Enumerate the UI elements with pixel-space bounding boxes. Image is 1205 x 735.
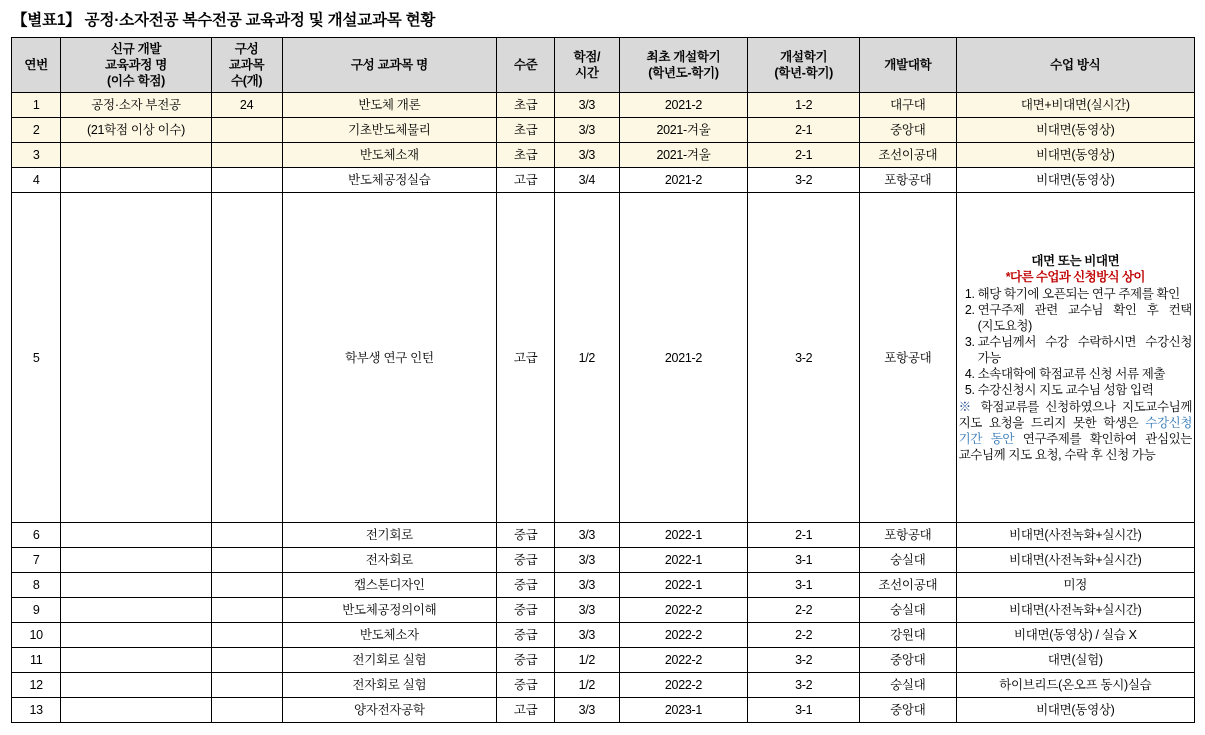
column-header-no [12,38,61,93]
note-text-part1: 학점교류를 신청하였으나 지도교수님께 지도 요청을 드리지 못한 학생은 [958,399,1192,430]
cell-subject-name: 반도체소재 [282,143,497,168]
cell-dev-university: 숭실대 [860,673,957,698]
cell-new-curriculum [61,548,211,573]
cell-first-open-term: 2021-2 [619,193,748,523]
cell-new-curriculum: 공정·소자 부전공 [61,93,211,118]
mode-step-list [959,286,1192,398]
cell-class-mode: 비대면(동영상) [956,168,1194,193]
cell-class-mode: 하이브리드(온오프 동시)실습 [956,673,1194,698]
cell-class-mode: 비대면(동영상) [956,143,1194,168]
cell-class-mode: 비대면(동영상) [956,118,1194,143]
column-header-level [497,38,555,93]
cell-no: 10 [12,623,61,648]
table-row [12,168,1195,193]
cell-first-open-term: 2022-1 [619,523,748,548]
cell-class-mode: 비대면(사전녹화+실시간) [956,523,1194,548]
cell-credit-hours: 1/2 [555,673,619,698]
cell-course-count [211,548,282,573]
column-header-dev-university [860,38,957,93]
cell-level: 고급 [497,698,555,723]
cell-no: 8 [12,573,61,598]
cell-first-open-term: 2022-1 [619,573,748,598]
cell-course-count [211,648,282,673]
cell-no: 3 [12,143,61,168]
cell-credit-hours: 3/3 [555,598,619,623]
cell-dev-university: 포항공대 [860,523,957,548]
cell-course-count [211,623,282,648]
cell-no: 5 [12,193,61,523]
cell-level: 초급 [497,143,555,168]
cell-first-open-term: 2022-2 [619,673,748,698]
cell-credit-hours: 3/3 [555,93,619,118]
column-header-open-term [748,38,860,93]
cell-level: 중급 [497,623,555,648]
column-header-class-mode-line1: 수업 방식 [1050,58,1101,72]
table-row [12,648,1195,673]
cell-dev-university: 숭실대 [860,548,957,573]
cell-subject-name: 반도체공정의이해 [282,598,497,623]
cell-first-open-term: 2022-2 [619,598,748,623]
cell-level: 중급 [497,648,555,673]
list-item: 1. 해당 학기에 오픈되는 연구 주제를 확인 [978,286,1192,302]
cell-level: 중급 [497,673,555,698]
table-header [12,38,1195,93]
cell-level: 중급 [497,548,555,573]
cell-open-term: 3-1 [748,698,860,723]
table-row [12,93,1195,118]
cell-no: 11 [12,648,61,673]
table-row [12,548,1195,573]
column-header-level-line1: 수준 [513,58,538,72]
cell-dev-university: 조선이공대 [860,143,957,168]
cell-course-count [211,143,282,168]
cell-class-mode: 비대면(사전녹화+실시간) [956,598,1194,623]
cell-open-term: 2-2 [748,598,860,623]
cell-first-open-term: 2023-1 [619,698,748,723]
cell-first-open-term: 2021-2 [619,168,748,193]
cell-credit-hours: 3/3 [555,548,619,573]
table-row [12,193,1195,523]
table-row [12,573,1195,598]
cell-course-count [211,168,282,193]
table-row [12,698,1195,723]
cell-class-mode: 비대면(사전녹화+실시간) [956,548,1194,573]
cell-credit-hours: 1/2 [555,193,619,523]
table-row [12,143,1195,168]
column-header-course-count-line1: 구성 [234,42,259,56]
cell-no: 1 [12,93,61,118]
cell-no: 7 [12,548,61,573]
cell-course-count [211,523,282,548]
cell-open-term: 3-2 [748,673,860,698]
cell-subject-name: 반도체 개론 [282,93,497,118]
list-item: 3. 교수님께서 수강 수락하시면 수강신청 가능 [978,334,1192,366]
cell-no: 4 [12,168,61,193]
note-text-part2: 연구주제를 확인하여 관심있는 교수님께 지도 요청, 수락 후 신청 가능 [958,431,1192,462]
cell-subject-name: 캡스톤디자인 [282,573,497,598]
cell-open-term: 2-1 [748,143,860,168]
list-item: 5. 수강신청시 지도 교수님 성함 입력 [978,382,1192,398]
cell-course-count [211,573,282,598]
cell-no: 6 [12,523,61,548]
column-header-new-curriculum-line1: 신규 개발 [110,42,162,56]
cell-first-open-term: 2021-겨울 [619,118,748,143]
cell-course-count [211,673,282,698]
cell-subject-name: 전자회로 [282,548,497,573]
cell-subject-name: 전자회로 실험 [282,673,497,698]
cell-course-count [211,698,282,723]
cell-subject-name: 학부생 연구 인턴 [282,193,497,523]
cell-dev-university: 중앙대 [860,648,957,673]
column-header-credit-hours-line1: 학점/ [573,50,601,64]
cell-open-term: 1-2 [748,93,860,118]
column-header-course-count-line3: 수(개) [230,74,263,88]
mode-warning: *다른 수업과 신청방식 상이 [1005,269,1145,284]
column-header-no-line1: 연번 [24,58,48,72]
cell-subject-name: 전기회로 [282,523,497,548]
cell-credit-hours: 3/4 [555,168,619,193]
cell-new-curriculum [61,573,211,598]
cell-course-count [211,598,282,623]
cell-new-curriculum [61,623,211,648]
cell-new-curriculum [61,648,211,673]
note-highlight-text: 수강신청 기간 동안 [958,415,1192,446]
cell-level: 중급 [497,598,555,623]
cell-credit-hours: 3/3 [555,573,619,598]
column-header-open-term-line1: 개설학기 [780,50,828,64]
cell-new-curriculum [61,698,211,723]
cell-level: 중급 [497,573,555,598]
mode-note [959,399,1192,463]
note-star-symbol: ※ [958,399,975,414]
cell-new-curriculum [61,193,211,523]
cell-class-mode: 비대면(동영상) [956,698,1194,723]
cell-first-open-term: 2022-2 [619,623,748,648]
cell-new-curriculum: (21학점 이상 이수) [61,118,211,143]
cell-dev-university: 포항공대 [860,168,957,193]
cell-new-curriculum [61,523,211,548]
curriculum-table [11,37,1195,723]
cell-open-term: 3-1 [748,548,860,573]
cell-open-term: 3-2 [748,648,860,673]
table-row [12,673,1195,698]
cell-course-count [211,193,282,523]
cell-no: 13 [12,698,61,723]
cell-class-mode: 미정 [956,573,1194,598]
cell-no: 9 [12,598,61,623]
column-header-subject-name-line1: 구성 교과목 명 [350,58,428,72]
cell-dev-university: 조선이공대 [860,573,957,598]
table-row [12,523,1195,548]
table-header-row [12,38,1195,93]
cell-dev-university: 대구대 [860,93,957,118]
column-header-new-curriculum-line2: 교육과정 명 [104,58,168,72]
column-header-first-open-term [619,38,748,93]
cell-level: 중급 [497,523,555,548]
cell-credit-hours: 3/3 [555,523,619,548]
cell-first-open-term: 2021-겨울 [619,143,748,168]
cell-credit-hours: 1/2 [555,648,619,673]
cell-class-mode: 비대면(동영상) / 실습 X [956,623,1194,648]
column-header-dev-university-line1: 개발대학 [884,58,932,72]
cell-subject-name: 전기회로 실험 [282,648,497,673]
cell-credit-hours: 3/3 [555,143,619,168]
cell-class-mode-detail [956,193,1194,523]
cell-open-term: 3-2 [748,168,860,193]
list-item: 2. 연구주제 관련 교수님 확인 후 컨택(지도요청) [978,302,1192,334]
cell-no: 12 [12,673,61,698]
cell-first-open-term: 2022-2 [619,648,748,673]
column-header-first-open-term-line1: 최초 개설학기 [646,50,721,64]
cell-new-curriculum [61,598,211,623]
cell-new-curriculum [61,168,211,193]
cell-open-term: 2-1 [748,118,860,143]
cell-subject-name: 반도체소자 [282,623,497,648]
cell-dev-university: 숭실대 [860,598,957,623]
table-row [12,598,1195,623]
cell-new-curriculum [61,143,211,168]
column-header-course-count [211,38,282,93]
cell-course-count: 24 [211,93,282,118]
cell-new-curriculum [61,673,211,698]
cell-class-mode: 대면+비대면(실시간) [956,93,1194,118]
cell-credit-hours: 3/3 [555,698,619,723]
cell-dev-university: 중앙대 [860,698,957,723]
table-row [12,118,1195,143]
column-header-subject-name [282,38,497,93]
cell-first-open-term: 2021-2 [619,93,748,118]
column-header-new-curriculum-line3: (이수 학점) [107,74,166,88]
list-item: 4. 소속대학에 학점교류 신청 서류 제출 [978,366,1192,382]
cell-subject-name: 양자전자공학 [282,698,497,723]
cell-dev-university: 포항공대 [860,193,957,523]
cell-course-count [211,118,282,143]
column-header-credit-hours-line2: 시간 [575,66,599,80]
cell-level: 초급 [497,118,555,143]
cell-open-term: 3-2 [748,193,860,523]
column-header-course-count-line2: 교과목 [228,58,265,72]
page-title: 【별표1】 공정·소자전공 복수전공 교육과정 및 개설교과목 현황 [12,12,436,29]
cell-level: 고급 [497,168,555,193]
cell-open-term: 2-1 [748,523,860,548]
column-header-first-open-term-line2: (학년도-학기) [648,66,719,80]
cell-level: 고급 [497,193,555,523]
cell-credit-hours: 3/3 [555,623,619,648]
cell-dev-university: 강원대 [860,623,957,648]
cell-subject-name: 기초반도체물리 [282,118,497,143]
column-header-open-term-line2: (학년-학기) [774,66,834,80]
cell-class-mode: 대면(실험) [956,648,1194,673]
table-row [12,623,1195,648]
column-header-new-curriculum [61,38,211,93]
cell-first-open-term: 2022-1 [619,548,748,573]
column-header-credit-hours [555,38,619,93]
cell-no: 2 [12,118,61,143]
cell-open-term: 2-2 [748,623,860,648]
cell-open-term: 3-1 [748,573,860,598]
cell-subject-name: 반도체공정실습 [282,168,497,193]
table-body [12,93,1195,723]
cell-level: 초급 [497,93,555,118]
column-header-class-mode [956,38,1194,93]
cell-credit-hours: 3/3 [555,118,619,143]
cell-dev-university: 중앙대 [860,118,957,143]
mode-heading: 대면 또는 비대면 [1031,253,1120,268]
